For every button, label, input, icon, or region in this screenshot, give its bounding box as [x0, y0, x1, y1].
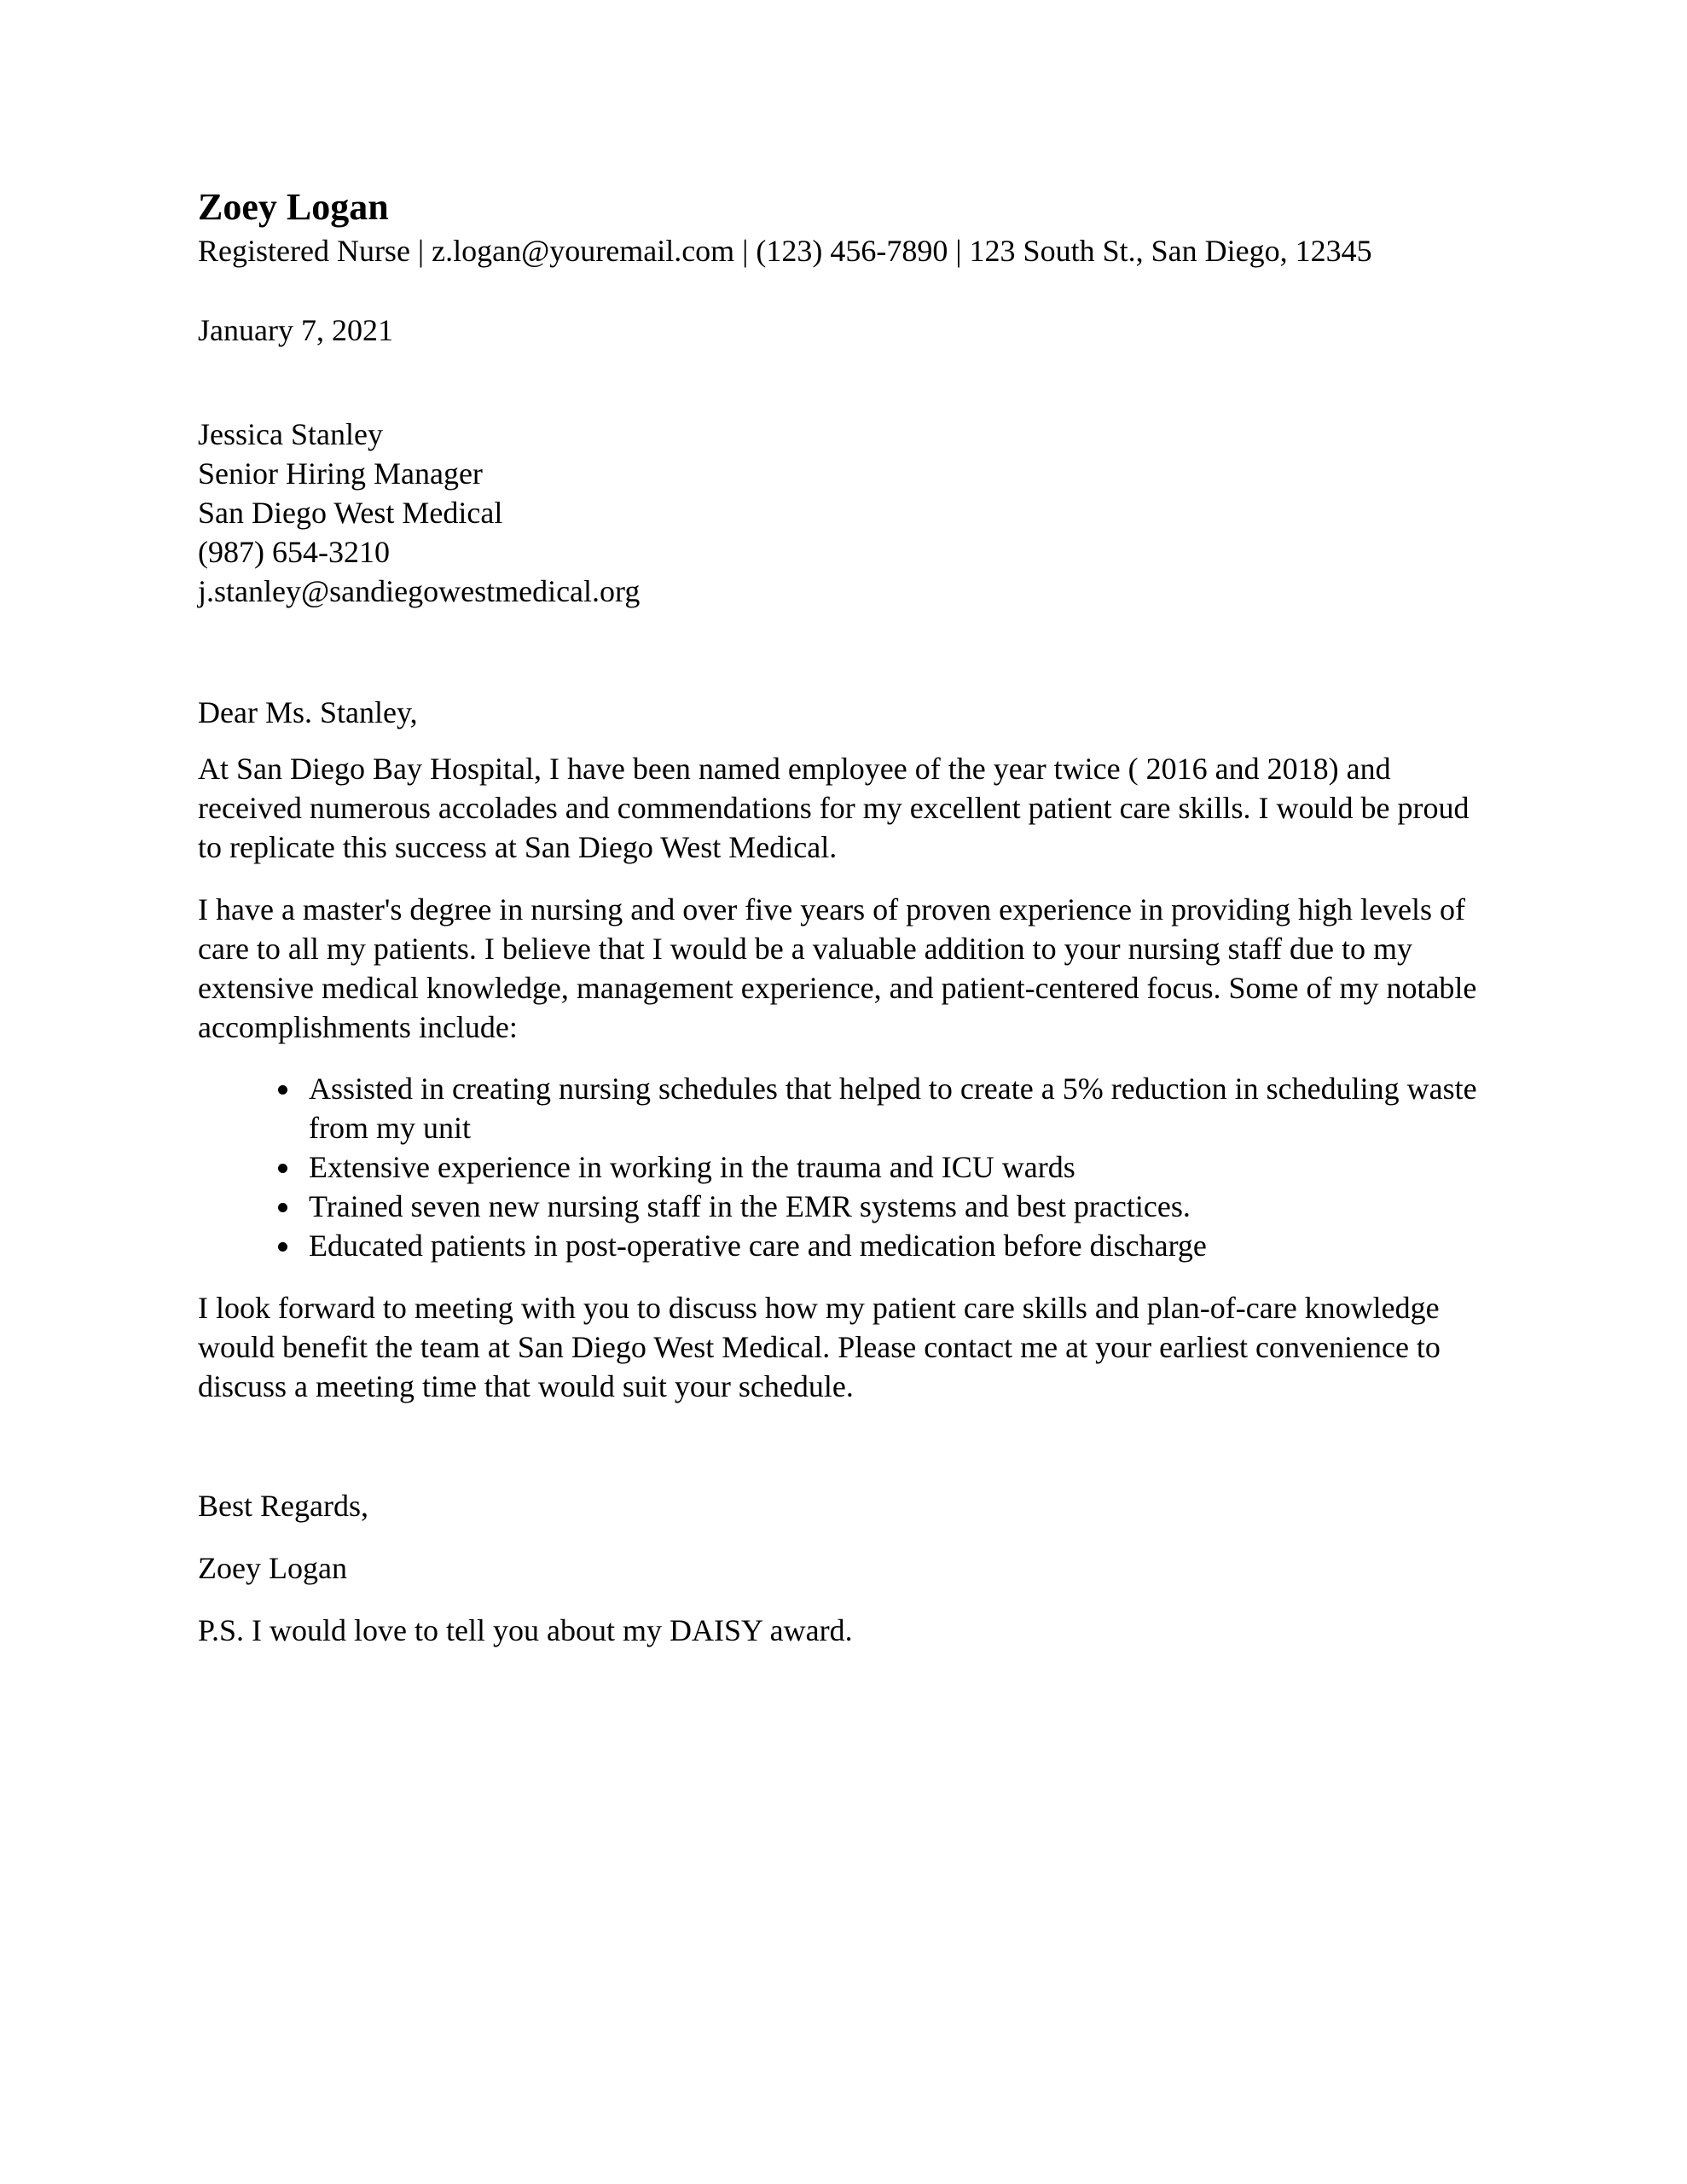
recipient-title: Senior Hiring Manager: [198, 456, 483, 491]
recipient-company: San Diego West Medical: [198, 496, 503, 530]
sender-contact-line: Registered Nurse | z.logan@youremail.com | (123) 456-7890 | 123 South St., San Diego, 12345: [198, 234, 1372, 268]
paragraph-2: I have a master's degree in nursing and over five years of proven experience in providing high levels of care to all my patients. I believe that I would be a valuable addition to your nursing staff due to my extensive medical knowledge, management experience, and patient-centered focus. Some of my notable accomplishments include:: [198, 892, 1477, 1044]
recipient-phone: (987) 654-3210: [198, 535, 390, 569]
postscript: P.S. I would love to tell you about my DAISY award.: [198, 1613, 853, 1647]
sender-name: Zoey Logan: [198, 186, 389, 228]
signoff: Best Regards,: [198, 1489, 368, 1523]
list-item-accomplishment-2: • Extensive experience in working in the trauma and ICU wards: [302, 1147, 1491, 1187]
list-item-accomplishment-4: • Educated patients in post-operative care and medication before discharge: [302, 1226, 1491, 1265]
recipient-name: Jessica Stanley: [198, 417, 383, 451]
paragraph-1: At San Diego Bay Hospital, I have been named employee of the year twice ( 2016 and 2018) and received numerous accolades and commendations for my excellent patient care skills. I would be proud to replicate this success at San Diego West Medical.: [198, 752, 1470, 864]
list-item-accomplishment-1: • Assisted in creating nursing schedules that helped to create a 5% reduction in scheduling waste from my unit: [302, 1069, 1491, 1147]
salutation: Dear Ms. Stanley,: [198, 695, 418, 729]
letter-header: [198, 183, 1491, 270]
paragraph-3: I look forward to meeting with you to discuss how my patient care skills and plan-of-care knowledge would benefit the team at San Diego West Medical. Please contact me at your earliest convenience to discuss a meeting time that would suit your schedule.: [198, 1291, 1441, 1403]
signature-name: Zoey Logan: [198, 1551, 347, 1585]
letter-date: January 7, 2021: [198, 313, 393, 347]
recipient-block: [198, 415, 1491, 611]
list-item-accomplishment-3: • Trained seven new nursing staff in the EMR systems and best practices.: [302, 1187, 1491, 1226]
accomplishments-list: [198, 1069, 1491, 1265]
recipient-email: j.stanley@sandiegowestmedical.org: [198, 574, 641, 608]
